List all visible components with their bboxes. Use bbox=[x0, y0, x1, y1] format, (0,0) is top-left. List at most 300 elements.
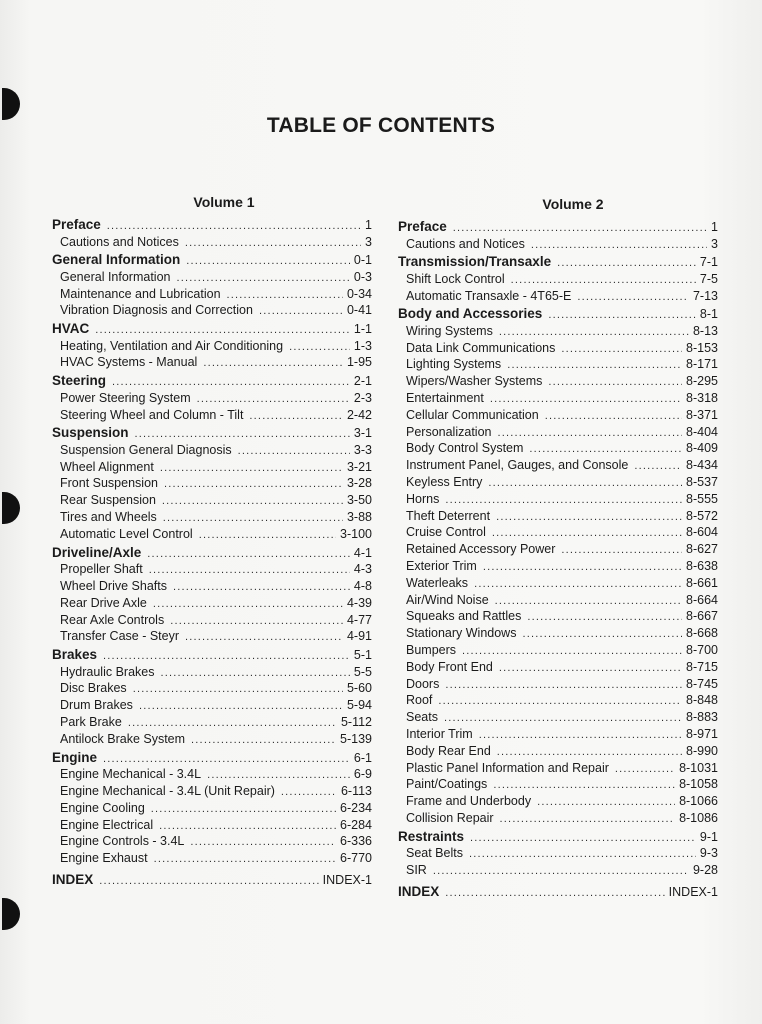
toc-entry-page: 8-153 bbox=[686, 340, 718, 355]
dot-leader bbox=[281, 784, 337, 801]
dot-leader bbox=[493, 777, 675, 794]
toc-entry-title: Wheel Drive Shafts bbox=[60, 578, 167, 593]
toc-entry-title: Keyless Entry bbox=[406, 475, 483, 490]
dot-leader bbox=[185, 235, 361, 252]
dot-leader bbox=[173, 579, 350, 596]
toc-entry-title: Steering Wheel and Column - Tilt bbox=[60, 407, 244, 422]
toc-entry-title: Engine Mechanical - 3.4L bbox=[60, 767, 202, 782]
toc-section bbox=[52, 749, 372, 867]
toc-entry bbox=[398, 288, 718, 305]
toc-entry-title: Cautions and Notices bbox=[406, 236, 525, 251]
volume-title: Volume 1 bbox=[193, 194, 255, 210]
dot-leader bbox=[479, 727, 682, 744]
dot-leader bbox=[176, 270, 349, 287]
dot-leader bbox=[160, 460, 343, 477]
dot-leader bbox=[227, 287, 343, 304]
dot-leader bbox=[474, 576, 682, 593]
dot-leader bbox=[153, 596, 343, 613]
toc-entry-title: Suspension General Diagnosis bbox=[60, 442, 232, 457]
section-heading bbox=[52, 544, 372, 562]
toc-entry-page: 3-100 bbox=[340, 526, 372, 541]
section-heading-page: 5-1 bbox=[353, 648, 372, 663]
toc-entry-title: Retained Accessory Power bbox=[406, 542, 556, 557]
toc-entry bbox=[52, 714, 372, 731]
dot-leader bbox=[462, 643, 682, 660]
toc-entry bbox=[52, 595, 372, 612]
toc-entry bbox=[398, 692, 718, 709]
toc-entry-page: 3-88 bbox=[346, 510, 372, 525]
toc-entry-title: Tires and Wheels bbox=[60, 510, 157, 525]
toc-entry bbox=[398, 541, 718, 558]
dot-leader bbox=[133, 681, 343, 698]
volume-1-column bbox=[52, 193, 372, 888]
dot-leader bbox=[561, 542, 682, 559]
toc-entry-title: Waterleaks bbox=[406, 575, 469, 590]
toc-entry-title: Automatic Transaxle - 4T65-E bbox=[406, 288, 572, 303]
toc-entry bbox=[52, 628, 372, 645]
dot-leader bbox=[445, 492, 682, 509]
index-entry-title: INDEX bbox=[398, 883, 440, 899]
toc-entry-page: 6-9 bbox=[353, 767, 372, 782]
dot-leader bbox=[438, 693, 682, 710]
toc-entry bbox=[398, 760, 718, 777]
toc-entry-page: 6-234 bbox=[340, 800, 372, 815]
toc-entry bbox=[398, 508, 718, 525]
toc-entry bbox=[398, 407, 718, 424]
toc-section bbox=[398, 305, 718, 826]
section-heading bbox=[398, 828, 718, 846]
toc-entry-title: Roof bbox=[406, 693, 433, 708]
dot-leader bbox=[162, 493, 343, 510]
dot-leader bbox=[185, 629, 343, 646]
toc-entry-title: Seats bbox=[406, 710, 438, 725]
toc-entry bbox=[52, 731, 372, 748]
toc-entry-page: 4-77 bbox=[346, 612, 372, 627]
toc-entry bbox=[398, 862, 718, 879]
toc-entry bbox=[52, 612, 372, 629]
toc-entry-page: 8-971 bbox=[686, 727, 718, 742]
section-heading-title: General Information bbox=[52, 252, 181, 268]
dot-leader bbox=[497, 425, 682, 442]
toc-entry bbox=[52, 475, 372, 492]
section-heading-title: HVAC bbox=[52, 321, 90, 337]
toc-entry-title: Heating, Ventilation and Air Conditioning bbox=[60, 338, 284, 353]
dot-leader bbox=[511, 272, 696, 289]
toc-entry bbox=[398, 592, 718, 609]
toc-entry-page: 8-409 bbox=[686, 441, 718, 456]
toc-entry-title: Power Steering System bbox=[60, 390, 191, 405]
toc-entry-page: 5-94 bbox=[346, 698, 372, 713]
toc-entry-page: 8-667 bbox=[686, 609, 718, 624]
section-heading-page: 1 bbox=[711, 220, 718, 234]
toc-entry-title: Drum Brakes bbox=[60, 698, 133, 713]
toc-entry-title: Stationary Windows bbox=[406, 626, 517, 641]
toc-entry-title: Interior Trim bbox=[406, 727, 473, 742]
dot-leader bbox=[522, 626, 682, 643]
toc-entry-title: Vibration Diagnosis and Correction bbox=[60, 303, 253, 318]
toc-entry-title: SIR bbox=[406, 863, 427, 878]
dot-leader bbox=[545, 408, 682, 425]
section-heading-title: Restraints bbox=[398, 828, 465, 844]
toc-entry-page: 9-28 bbox=[692, 863, 718, 878]
toc-entry bbox=[398, 709, 718, 726]
toc-entry bbox=[398, 810, 718, 827]
toc-entry bbox=[398, 575, 718, 592]
toc-entry-page: 8-537 bbox=[686, 475, 718, 490]
toc-entry-page: 5-5 bbox=[353, 664, 372, 679]
toc-entry-page: 8-990 bbox=[686, 743, 718, 758]
toc-section bbox=[52, 424, 372, 542]
toc-entry-title: Entertainment bbox=[406, 391, 484, 406]
toc-entry-page: 8-883 bbox=[686, 710, 718, 725]
section-heading bbox=[52, 372, 372, 390]
toc-entry-page: 8-664 bbox=[686, 592, 718, 607]
dot-leader bbox=[445, 885, 664, 903]
toc-entry bbox=[52, 492, 372, 509]
dot-leader bbox=[561, 341, 682, 358]
toc-entry bbox=[398, 776, 718, 793]
section-heading-title: Transmission/Transaxle bbox=[398, 254, 552, 270]
toc-entry-title: Disc Brakes bbox=[60, 681, 127, 696]
dot-leader bbox=[634, 458, 682, 475]
toc-entry-page: 1-95 bbox=[346, 355, 372, 370]
section-heading-title: Suspension bbox=[52, 425, 129, 441]
toc-entry-page: 3 bbox=[711, 236, 718, 251]
toc-entry bbox=[52, 697, 372, 714]
section-heading bbox=[52, 216, 372, 234]
section-heading bbox=[52, 251, 372, 269]
toc-entry-page: 8-434 bbox=[686, 458, 718, 473]
toc-entry-page: 6-770 bbox=[340, 851, 372, 866]
toc-entry bbox=[398, 642, 718, 659]
dot-leader bbox=[149, 562, 350, 579]
toc-entry-page: 4-91 bbox=[346, 629, 372, 644]
dot-leader bbox=[445, 677, 682, 694]
toc-entry-page: 6-113 bbox=[340, 783, 372, 798]
dot-leader bbox=[238, 443, 350, 460]
toc-entry-title: Air/Wind Noise bbox=[406, 592, 489, 607]
toc-entry bbox=[52, 800, 372, 817]
toc-section bbox=[52, 216, 372, 250]
toc-entry-page: 8-715 bbox=[686, 659, 718, 674]
toc-section bbox=[398, 828, 718, 879]
dot-leader bbox=[159, 818, 336, 835]
section-heading-page: 3-1 bbox=[353, 426, 372, 441]
toc-entry bbox=[52, 286, 372, 303]
dot-leader bbox=[557, 255, 696, 273]
toc-entry bbox=[398, 236, 718, 253]
toc-entry-title: Rear Drive Axle bbox=[60, 595, 147, 610]
toc-entry-page: 8-700 bbox=[686, 643, 718, 658]
dot-leader bbox=[154, 851, 336, 868]
toc-entry-title: Squeaks and Rattles bbox=[406, 609, 522, 624]
toc-entry bbox=[52, 234, 372, 251]
index-entry-page: INDEX-1 bbox=[668, 884, 718, 899]
toc-entry-title: Body Front End bbox=[406, 659, 493, 674]
toc-entry-page: 3-28 bbox=[346, 476, 372, 491]
toc-entry-page: 3-50 bbox=[346, 493, 372, 508]
toc-entry-title: Cruise Control bbox=[406, 525, 486, 540]
toc-section bbox=[52, 646, 372, 747]
toc-entry bbox=[52, 817, 372, 834]
section-heading bbox=[52, 646, 372, 664]
toc-entry-title: Body Control System bbox=[406, 441, 524, 456]
toc-entry-page: 7-5 bbox=[699, 271, 718, 286]
toc-entry-title: Rear Axle Controls bbox=[60, 612, 165, 627]
toc-entry-title: Wipers/Washer Systems bbox=[406, 374, 543, 389]
toc-entry-title: Engine Electrical bbox=[60, 817, 154, 832]
section-heading-page: 7-1 bbox=[699, 255, 718, 270]
toc-entry-page: 2-3 bbox=[353, 390, 372, 405]
toc-entry-page: 2-42 bbox=[346, 407, 372, 422]
index-entry-title: INDEX bbox=[52, 871, 94, 887]
section-heading-title: Steering bbox=[52, 373, 107, 389]
dot-leader bbox=[128, 715, 337, 732]
toc-entry-title: Seat Belts bbox=[406, 846, 463, 861]
section-heading-page: 6-1 bbox=[353, 750, 372, 765]
toc-entry-title: Exterior Trim bbox=[406, 559, 477, 574]
toc-entry-title: HVAC Systems - Manual bbox=[60, 355, 198, 370]
toc-entry-page: 8-555 bbox=[686, 491, 718, 506]
toc-entry-page: 8-627 bbox=[686, 542, 718, 557]
toc-entry bbox=[398, 625, 718, 642]
toc-entry bbox=[398, 356, 718, 373]
toc-entry-title: Wiring Systems bbox=[406, 323, 493, 338]
toc-entry-title: Transfer Case - Steyr bbox=[60, 629, 180, 644]
toc-entry bbox=[52, 442, 372, 459]
toc-entry bbox=[398, 323, 718, 340]
toc-entry bbox=[398, 440, 718, 457]
toc-entry-title: Engine Mechanical - 3.4L (Unit Repair) bbox=[60, 783, 275, 798]
toc-entry-title: Propeller Shaft bbox=[60, 562, 143, 577]
toc-entry-page: 6-336 bbox=[340, 834, 372, 849]
dot-leader bbox=[507, 357, 682, 374]
dot-leader bbox=[615, 761, 675, 778]
toc-entry-page: 3-3 bbox=[353, 442, 372, 457]
toc-entry-page: 8-295 bbox=[686, 374, 718, 389]
section-heading-page: 4-1 bbox=[353, 545, 372, 560]
toc-entry-title: Instrument Panel, Gauges, and Console bbox=[406, 458, 629, 473]
toc-entry-page: 0-34 bbox=[346, 286, 372, 301]
dot-leader bbox=[160, 665, 349, 682]
section-heading-page: 2-1 bbox=[353, 374, 372, 389]
toc-entry bbox=[52, 390, 372, 407]
toc-entry-title: Maintenance and Lubrication bbox=[60, 286, 221, 301]
section-heading bbox=[52, 424, 372, 442]
dot-leader bbox=[548, 374, 682, 391]
toc-entry bbox=[52, 354, 372, 371]
toc-entry bbox=[398, 373, 718, 390]
toc-entry-page: 7-13 bbox=[692, 288, 718, 303]
toc-entry-page: 8-13 bbox=[692, 323, 718, 338]
section-heading-page: 1-1 bbox=[353, 322, 372, 337]
toc-entry-page: 8-638 bbox=[686, 559, 718, 574]
dot-leader bbox=[500, 811, 676, 828]
dot-leader bbox=[496, 509, 682, 526]
toc-section bbox=[52, 320, 372, 371]
toc-entry bbox=[52, 302, 372, 319]
dot-leader bbox=[531, 237, 707, 254]
toc-entry-title: Front Suspension bbox=[60, 476, 158, 491]
dot-leader bbox=[548, 307, 696, 325]
dot-leader bbox=[163, 510, 343, 527]
toc-section bbox=[398, 218, 718, 252]
dot-leader bbox=[197, 391, 350, 408]
section-heading-title: Preface bbox=[52, 217, 101, 232]
dot-leader bbox=[203, 355, 343, 372]
toc-entry-page: 8-371 bbox=[686, 407, 718, 422]
toc-entry bbox=[52, 766, 372, 783]
dot-leader bbox=[147, 546, 350, 564]
section-heading-page: 9-1 bbox=[699, 829, 718, 844]
toc-entry bbox=[52, 459, 372, 476]
toc-entry-title: Horns bbox=[406, 491, 440, 506]
dot-leader bbox=[469, 846, 696, 863]
toc-entry bbox=[398, 457, 718, 474]
toc-entry-title: Personalization bbox=[406, 424, 492, 439]
dot-leader bbox=[577, 289, 689, 306]
toc-entry-title: Antilock Brake System bbox=[60, 731, 186, 746]
page-title: TABLE OF CONTENTS bbox=[266, 114, 496, 137]
toc-entry bbox=[398, 390, 718, 407]
toc-entry bbox=[52, 269, 372, 286]
toc-entry bbox=[52, 783, 372, 800]
toc-entry-title: Rear Suspension bbox=[60, 493, 156, 508]
toc-entry-page: 8-171 bbox=[686, 357, 718, 372]
toc-entry-page: 8-1086 bbox=[679, 811, 718, 825]
toc-entry-page: 5-139 bbox=[340, 731, 372, 746]
toc-entry-title: Collision Repair bbox=[406, 811, 494, 825]
dot-leader bbox=[470, 830, 696, 848]
toc-entry bbox=[52, 664, 372, 681]
toc-entry bbox=[52, 850, 372, 867]
dot-leader bbox=[499, 660, 682, 677]
toc-entry-page: 5-112 bbox=[340, 715, 372, 730]
toc-entry-page: 8-1031 bbox=[679, 760, 718, 775]
toc-entry-page: 3 bbox=[365, 234, 372, 249]
toc-entry bbox=[52, 561, 372, 578]
dot-leader bbox=[444, 710, 682, 727]
toc-entry bbox=[52, 578, 372, 595]
toc-entry-page: 8-604 bbox=[686, 525, 718, 540]
index-entry-page: INDEX-1 bbox=[322, 872, 372, 887]
dot-leader bbox=[164, 476, 343, 493]
toc-entry bbox=[398, 676, 718, 693]
dot-leader bbox=[199, 527, 336, 544]
toc-entry-page: 8-668 bbox=[686, 626, 718, 641]
dot-leader bbox=[492, 525, 682, 542]
toc-entry bbox=[398, 608, 718, 625]
toc-entry-title: Automatic Level Control bbox=[60, 526, 193, 541]
toc-section bbox=[52, 251, 372, 319]
toc-entry-page: 0-41 bbox=[346, 303, 372, 318]
toc-entry-page: 5-60 bbox=[346, 681, 372, 696]
toc-entry-title: Paint/Coatings bbox=[406, 777, 488, 792]
toc-entry bbox=[398, 743, 718, 760]
toc-entry bbox=[398, 726, 718, 743]
volume-title: Volume 2 bbox=[542, 196, 604, 212]
toc-entry-page: 1-3 bbox=[353, 338, 372, 353]
toc-entry bbox=[398, 659, 718, 676]
toc-entry-page: 8-745 bbox=[686, 676, 718, 691]
toc-entry bbox=[52, 526, 372, 543]
toc-entry bbox=[398, 474, 718, 491]
toc-entry bbox=[52, 338, 372, 355]
section-heading-title: Preface bbox=[398, 219, 447, 234]
dot-leader bbox=[490, 391, 682, 408]
dot-leader bbox=[495, 593, 682, 610]
toc-entry-page: 8-572 bbox=[686, 508, 718, 523]
index-entry bbox=[398, 883, 718, 901]
toc-entry bbox=[398, 424, 718, 441]
dot-leader bbox=[433, 863, 689, 880]
section-heading-page: 0-1 bbox=[353, 253, 372, 268]
section-heading-title: Engine bbox=[52, 749, 98, 765]
toc-section bbox=[398, 253, 718, 304]
toc-entry bbox=[398, 558, 718, 575]
toc-entry-page: 4-39 bbox=[346, 595, 372, 610]
section-heading-page: 8-1 bbox=[699, 307, 718, 322]
index-entry bbox=[52, 871, 372, 889]
toc-entry bbox=[52, 833, 372, 850]
toc-entry-title: Frame and Underbody bbox=[406, 794, 532, 809]
toc-section bbox=[52, 544, 372, 645]
dot-leader bbox=[529, 441, 682, 458]
toc-entry-title: Body Rear End bbox=[406, 743, 491, 758]
toc-entry bbox=[398, 524, 718, 541]
dot-leader bbox=[207, 767, 350, 784]
toc-entry-title: Hydraulic Brakes bbox=[60, 664, 155, 679]
toc-entry-title: Engine Cooling bbox=[60, 800, 145, 815]
section-heading bbox=[398, 305, 718, 323]
dot-leader bbox=[289, 339, 350, 356]
toc-entry-title: Engine Controls - 3.4L bbox=[60, 834, 185, 849]
toc-entry bbox=[52, 680, 372, 697]
dot-leader bbox=[99, 873, 318, 891]
section-heading-title: Body and Accessories bbox=[398, 306, 543, 322]
toc-entry-title: Park Brake bbox=[60, 715, 122, 730]
dot-leader bbox=[488, 475, 682, 492]
dot-leader bbox=[499, 324, 689, 341]
toc-entry-title: Cellular Communication bbox=[406, 407, 539, 422]
toc-entry-title: Bumpers bbox=[406, 643, 457, 658]
dot-leader bbox=[139, 698, 343, 715]
dot-leader bbox=[483, 559, 682, 576]
dot-leader bbox=[190, 834, 336, 851]
toc-entry-title: Lighting Systems bbox=[406, 357, 502, 372]
toc-entry bbox=[398, 491, 718, 508]
toc-entry-title: Doors bbox=[406, 676, 440, 691]
dot-leader bbox=[527, 609, 682, 626]
toc-entry-page: 9-3 bbox=[699, 846, 718, 861]
section-heading-title: Brakes bbox=[52, 647, 98, 663]
toc-entry bbox=[398, 340, 718, 357]
toc-entry-page: 8-848 bbox=[686, 693, 718, 708]
toc-entry-title: General Information bbox=[60, 269, 171, 284]
section-heading-title: Driveline/Axle bbox=[52, 544, 142, 560]
toc-entry bbox=[52, 509, 372, 526]
dot-leader bbox=[191, 732, 336, 749]
toc-entry-title: Data Link Communications bbox=[406, 340, 556, 355]
dot-leader bbox=[537, 794, 675, 811]
toc-entry-page: 4-8 bbox=[353, 578, 372, 593]
toc-entry-title: Shift Lock Control bbox=[406, 271, 505, 286]
toc-entry-page: 8-1066 bbox=[679, 794, 718, 809]
section-heading bbox=[52, 320, 372, 338]
dot-leader bbox=[170, 613, 343, 630]
volume-2-column bbox=[398, 195, 718, 900]
section-heading bbox=[398, 218, 718, 236]
